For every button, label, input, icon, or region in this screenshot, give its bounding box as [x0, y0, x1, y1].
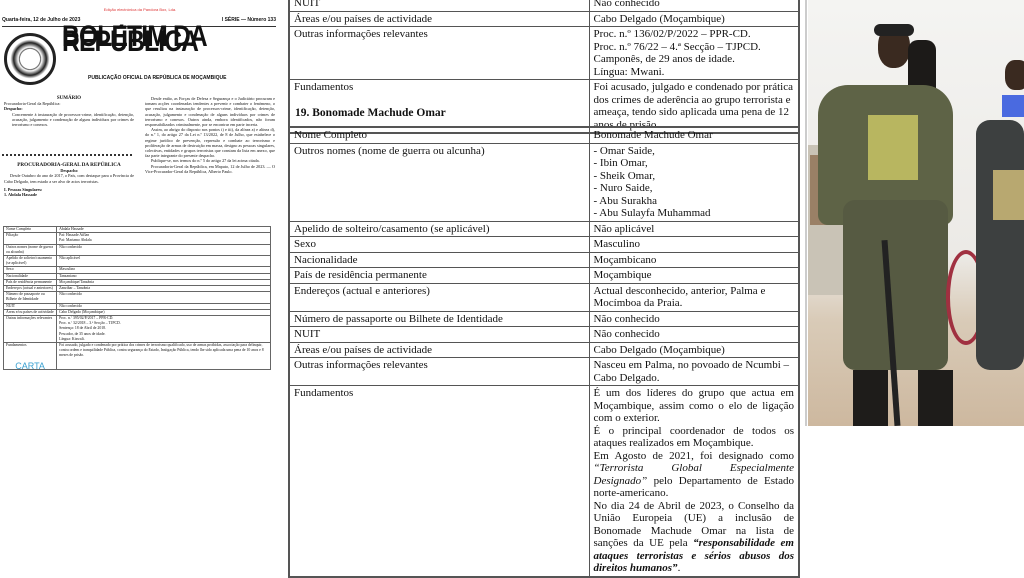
bulletin-page	[0, 0, 280, 426]
photo-armed-men	[808, 0, 1024, 426]
table-row	[289, 237, 799, 253]
field-label: Outros nomes (nome de guerra ou alcunha)	[4, 244, 57, 255]
bulletin-title: BOLETIM DA REPÚBLICA	[62, 20, 206, 59]
field-value: Proc. n.º 395/02/P/2017 – PPR-CD. Proc. n.º 32/2018 – 3.ª Secção – TJPCD. Sentença: 18 de Abril de 2018. Pescador, de 35 anos de idade. Língua: Kiswali.	[57, 316, 271, 343]
table-row	[289, 327, 799, 343]
field-value: Masculino	[57, 267, 271, 273]
field-label: Nacionalidade	[289, 252, 589, 268]
table-row	[289, 221, 799, 237]
field-value: Cabo Delgado (Moçambique)	[589, 342, 799, 358]
table-row	[4, 292, 271, 303]
list-heading: I. Pessoas Singulares:	[4, 186, 43, 192]
table-row	[4, 316, 271, 343]
mozambique-emblem-icon	[4, 33, 56, 85]
summary-org: Procuradoria-Geral da República:	[4, 101, 61, 107]
field-label: NUIT	[289, 0, 589, 11]
field-value: Não aplicável	[589, 221, 799, 237]
field-value: Pai: Hassade Aiflan Pai: Mariamo Abdala	[57, 233, 271, 244]
fundamentos-line: No dia 24 de Abril de 2023, o Conselho da União Europeia (UE) a inclusão de Bonomade Machude Omar na lista de sanções da UE pela	[593, 499, 794, 549]
table-row	[289, 0, 799, 11]
field-label: Sexo	[289, 237, 589, 253]
field-value: Proc. n.º 136/02/P/2022 – PPR-CD. Proc. n.º 76/22 – 4.ª Secção – TJPCD. Camponês, de 29 anos de idade. Língua: Mwani.	[589, 27, 799, 80]
field-value: Não conhecido	[57, 244, 271, 255]
fundamentos-line: É um dos líderes do grupo que actua em Moçambique, assim como o elo de ligação com o exterior.	[593, 387, 794, 424]
table-row	[289, 27, 799, 80]
field-label: Apelido de solteiro/casamento (se aplicável)	[4, 256, 57, 267]
field-value: Nasceu em Palma, no povoado de Ncumbi – Cabo Delgado.	[589, 358, 799, 386]
field-label: Número de passaporte ou Bilhete de Identidade	[289, 311, 589, 327]
field-label: País de residência permanente	[289, 268, 589, 284]
field-value: Não conhecido	[589, 0, 799, 11]
edition-note: Edição electrónica da Pandora Box, Lda.	[103, 7, 177, 12]
field-label: Áreas e/ou países de actividade	[289, 11, 589, 27]
field-value: Não conhecido	[57, 303, 271, 309]
field-value	[589, 386, 799, 577]
table-row	[289, 283, 799, 311]
document-excerpt	[285, 0, 807, 574]
bulletin-subtitle: PUBLICAÇÃO OFICIAL DA REPÚBLICA DE MOÇAMBIQUE	[88, 75, 227, 81]
table-row	[289, 268, 799, 284]
field-label: Áreas e/ou países de actividade	[4, 309, 57, 315]
section-heading: PROCURADORIA-GERAL DA REPÚBLICA	[17, 162, 121, 168]
fundamentos-quote: “responsabilidade em ataques terroristas e sérios abusos dos direitos humanos”	[593, 537, 794, 574]
field-label: Outras informações relevantes	[289, 358, 589, 386]
body-paragraph: Desde então, as Forças de Defesa e Segurança e o Judiciário procuram e tomam acções coordenadas tendentes a prevenir e combater o fenómeno, o que resultou na instauração de processos-crime, identificação, detenção, acusação, julgamento e condenação de alguns indivíduos por crimes de terrorismo e conexos. Outros ainda, embora identificados, não foram responsabilizados criminalmente, por se encontrar em parte incerta.	[145, 96, 275, 128]
field-label: NUIT	[289, 327, 589, 343]
field-value: Não conhecido	[589, 311, 799, 327]
intro-text: Desde Outubro do ano de 2017, o País, com destaque para a Província de Cabo Delgado, tem estado a ser alvo de actos terroristas.	[4, 173, 134, 184]
field-value: Moçambique/Tanzânia	[57, 279, 271, 285]
field-value: Actual desconhecido, anterior, Palma e Mocímboa da Praia.	[589, 283, 799, 311]
issue-series: I SÉRIE — Número 133	[221, 17, 276, 23]
table-row	[4, 244, 271, 255]
table-row	[289, 127, 799, 143]
field-value: Não aplicável	[57, 256, 271, 267]
field-value: - Omar Saide, - Ibin Omar, - Sheik Omar, - Nuro Saide, - Abu Surakha - Abu Sulayfa Muhammad	[589, 143, 799, 221]
fundamentos-line: É o principal coordenador de todos os ataques realizados em Moçambique.	[593, 424, 794, 449]
field-label: Número de passaporte ou Bilhete de Identidade	[4, 292, 57, 303]
field-label: Áreas e/ou países de actividade	[289, 342, 589, 358]
field-label: Nome Completo	[289, 127, 589, 143]
table-row	[4, 233, 271, 244]
table-row	[4, 343, 271, 370]
field-value: Não conhecido	[589, 327, 799, 343]
field-value: Moçambicano	[589, 252, 799, 268]
field-value: Cabo Delgado (Moçambique)	[589, 11, 799, 27]
field-label: Nacionalidade	[4, 273, 57, 279]
fundamentos-line: .	[677, 562, 681, 574]
fundamentos-quote: “Terrorista Global Especialmente Designado”	[593, 462, 794, 487]
field-label: Endereços (actual e anteriores)	[4, 286, 57, 292]
table-row	[4, 256, 271, 267]
section-type: Despacho	[60, 168, 78, 174]
field-label: Sexo	[4, 267, 57, 273]
person-table	[3, 226, 271, 370]
field-value: Masculino	[589, 237, 799, 253]
table-row	[289, 358, 799, 386]
issue-date: Quarta-feira, 12 de Julho de 2023	[2, 17, 81, 23]
field-label: País de residência permanente	[4, 279, 57, 285]
field-label: Fundamentos	[289, 80, 589, 134]
field-value: Não conhecido	[57, 292, 271, 303]
summary-type: Despacho:	[4, 106, 23, 112]
table-row	[289, 11, 799, 27]
field-value: Moçambique	[589, 268, 799, 284]
field-label: Fundamentos	[6, 343, 27, 348]
field-label: Outros nomes (nome de guerra ou alcunha)	[289, 143, 589, 221]
field-label: Filiação	[4, 233, 57, 244]
person-heading: 19. Bonomade Machude Omar	[295, 107, 446, 119]
field-value: Foi acusado, julgado e condenado por prática dos crimes de aderência ao grupo terrorista e ameaça, tendo sido aplicada uma pena de 12 anos de prisão.	[589, 80, 799, 134]
field-value: Foi acusado, julgado e condenado por prática dos crimes de terrorismo qualificado, uso de armas proibidas, associação para delinquir, contra ordem e tranquilidade Pública, contra segurança do Estado, Instigação Pública, tendo lhe sido aplicada uma pena de 10 anos e 8 meses de prisão.	[57, 343, 271, 370]
table-row	[289, 252, 799, 268]
signature-paragraph: Procuradoria-Geral da República, em Maputo, 12 de Julho de 2023. — O Vice-Procurador-Geral da República, Alberto Paulo.	[145, 163, 275, 174]
field-value: Abdala Hassade	[57, 227, 271, 233]
carta-watermark-logo: CARTA	[15, 361, 45, 372]
field-value: Cabo Delgado (Moçambique)	[57, 309, 271, 315]
field-label: Outras informações relevantes	[289, 27, 589, 80]
table-row	[289, 311, 799, 327]
table-row	[289, 386, 799, 577]
field-label: Apelido de solteiro/casamento (se aplicável)	[289, 221, 589, 237]
summary-heading: SUMÁRIO	[56, 96, 82, 101]
field-label: Nome Completo	[4, 227, 57, 233]
person-table	[288, 126, 800, 578]
field-value: Bonomade Machude Omar	[589, 127, 799, 143]
fundamentos-line: Em Agosto de 2021, foi designado como	[593, 449, 794, 462]
field-label: Fundamentos	[289, 386, 589, 577]
body-paragraph: Assim, ao abrigo do disposto nos pontos i) e iii), da alínea a) e alínea d), do n.º 1, do artigo 27 da Lei n.º 13/2022, de 8 de Julho, que estabelece o regime jurídico de prevenção, repressão e combate ao terrorismo e proliferação de armas de destruição em massa, designo as pessoas singulares, colectivas, entidades e grupos terroristas que constam da lista em anexo, que faz parte integrante do presente despacho.	[145, 127, 275, 159]
field-label: Endereços (actual e anteriores)	[289, 283, 589, 311]
body-paragraph: Publique-se, nos termos do n.º 5 do artigo 27 da lei acima citada.	[151, 158, 260, 164]
person-heading: 1. Abdala Hassade	[4, 192, 37, 198]
field-label: NUIT	[4, 303, 57, 309]
fundamentos-line: pelo Departamento de Estado norte-americano.	[593, 474, 794, 499]
field-label: Outras informações relevantes	[4, 316, 57, 343]
field-label	[4, 343, 57, 370]
summary-text: Concernente à instauração de processos-crime, identificação, detenção, acusação, julgamento e condenação de alguns indivíduos por crimes de terrorismo e conexos.	[12, 111, 134, 128]
table-row	[289, 143, 799, 221]
field-value: Tanzaniano	[57, 273, 271, 279]
field-value: Zanzibar – Tanzânia	[57, 286, 271, 292]
table-row	[289, 342, 799, 358]
